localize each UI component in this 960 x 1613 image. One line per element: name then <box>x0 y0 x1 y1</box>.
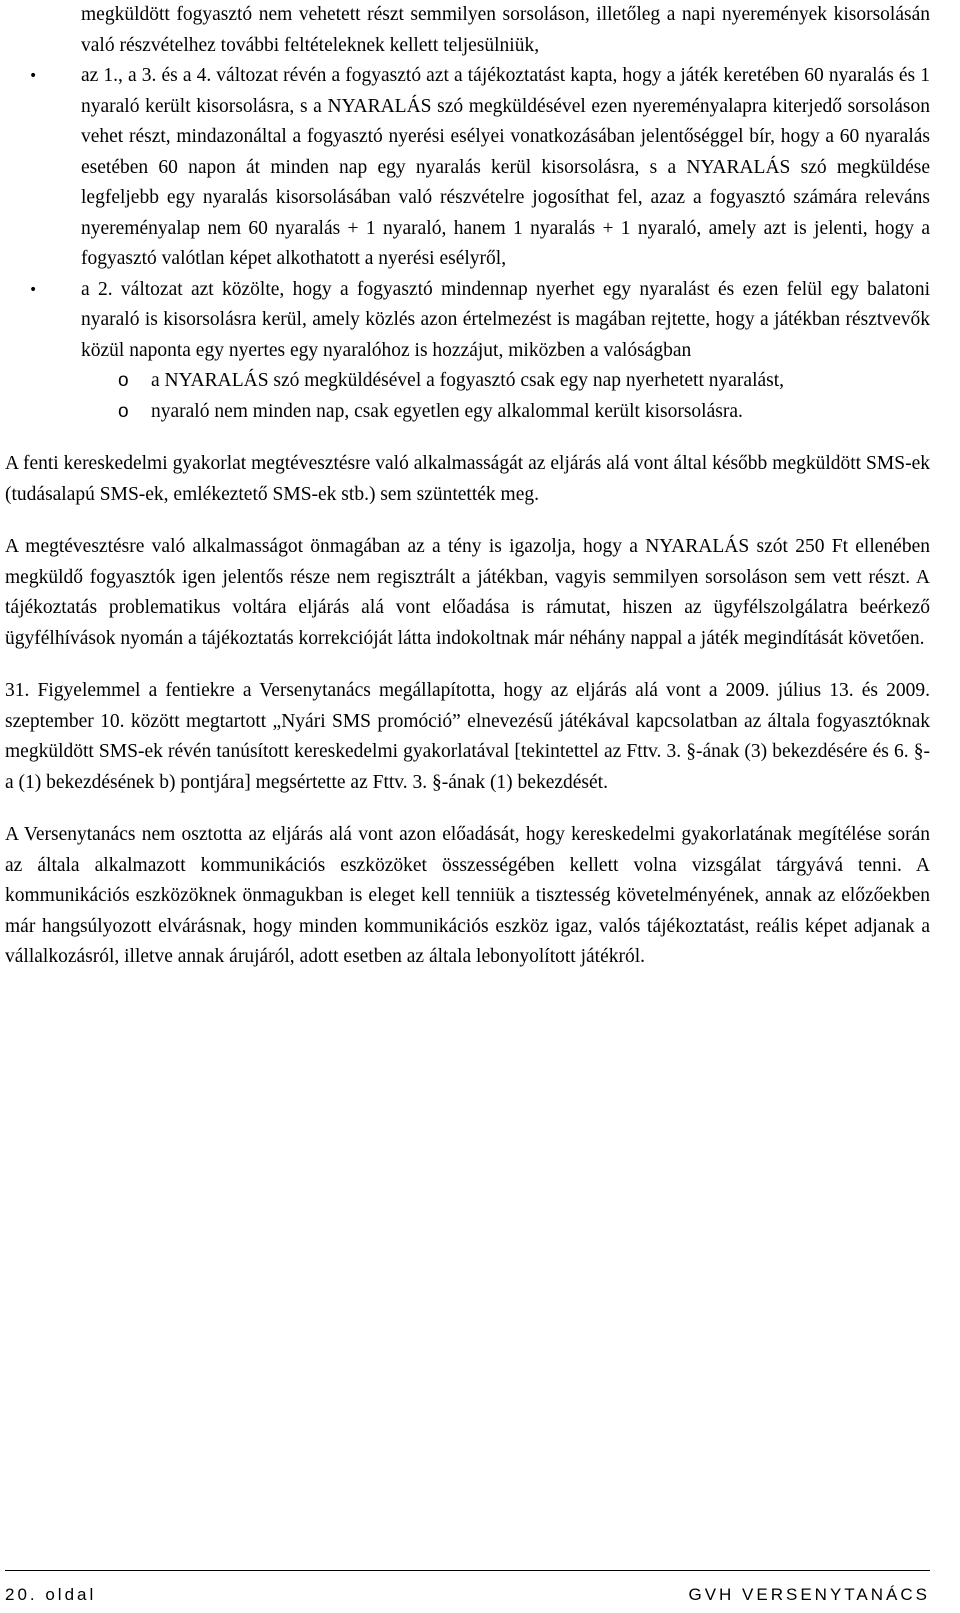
sub-list-item <box>5 366 930 397</box>
bullet-icon: • <box>29 281 38 298</box>
footer-organization: GVH VERSENYTANÁCS <box>688 1585 930 1604</box>
list-item-text: a 2. változat azt közölte, hogy a fogyasztó mindennap nyerhet egy nyaralást és ezen felül egy balatoni nyaraló is kisorsolásra kerül, amely közlés azon értelmezést is magában rejtette, hogy a játékban résztvevők közül naponta egy nyertes egy nyaralóhoz is hozzájut, miközben a valóságban <box>81 278 930 361</box>
bullet-icon: • <box>29 68 38 84</box>
sub-list-item-text: nyaraló nem minden nap, csak egyetlen egy alkalommal került kisorsolásra. <box>151 400 743 422</box>
list-item <box>5 61 930 275</box>
paragraph: A Versenytanács nem osztotta az eljárás alá vont azon előadását, hogy kereskedelmi gyakorlatának megítélése során az általa alkalmazott kommunikációs eszközöket összességében kellett volna vizsgálat tárgyává tenni. A kommunikációs eszközöknek önmagukban is eleget kell tenniük a tisztesség követelményének, annak az előzőekben már hangsúlyozott elvárásnak, hogy minden kommunikációs eszköz igaz, valós tájékoztatást, reális képet adjanak a vállalkozásról, illetve annak árujáról, adott esetben az általa lebonyolított játékról. <box>5 824 930 967</box>
continuation-text: megküldött fogyasztó nem vehetett részt semmilyen sorsoláson, illetőleg a napi nyeremények kisorsolásán való részvételhez további feltételeknek kellett teljesülniük, <box>81 4 930 56</box>
paragraph: A fenti kereskedelmi gyakorlat megtévesztésre való alkalmasságát az eljárás alá vont által később megküldött SMS-ek (tudásalapú SMS-ek, emlékeztető SMS-ek stb.) sem szüntették meg. <box>5 453 930 505</box>
document-body <box>5 0 930 973</box>
paragraph-31: 31. Figyelemmel a fentiekre a Versenytanács megállapította, hogy az eljárás alá vont a 2009. július 13. és 2009. szeptember 10. között megtartott „Nyári SMS promóció” elnevezésű játékával kapcsolatban az általa fogyasztóknak megküldött SMS-ek révén tanúsított kereskedelmi gyakorlatával [tekintettel az Fttv. 3. §-ának (3) bekezdésére és 6. §-a (1) bekezdésének b) pontjára] megsértette az Fttv. 3. §-ának (1) bekezdését. <box>5 680 930 793</box>
list-item-text: az 1., a 3. és a 4. változat révén a fogyasztó azt a tájékoztatást kapta, hogy a játék keretében 60 nyaralás és 1 nyaraló került kisorsolásra, s a NYARALÁS szó megküldésével ezen nyereményalapra kiterjedő sorsoláson vehet részt, mindazonáltal a fogyasztó nyerési esélyei vonatkozásában jelentőséggel bír, hogy a 60 nyaralás esetében 60 napon át minden nap egy nyaralás kerül kisorsolásra, s a NYARALÁS szó megküldése legfeljebb egy nyaralás kisorsolásában való részvételre jogosíthat fel, azaz a fogyasztó számára releváns nyereményalap nem 60 nyaralás + 1 nyaraló, hanem 1 nyaralás + 1 nyaraló, amely azt is jelenti, hogy a fogyasztó valótlan képet alkothatott a nyerési esélyről, <box>81 65 930 269</box>
page-number: 20. oldal <box>5 1585 97 1604</box>
paragraph: A megtévesztésre való alkalmasságot önmagában az a tény is igazolja, hogy a NYARALÁS szót 250 Ft ellenében megküldő fogyasztók igen jelentős része nem regisztrált a játékban, vagyis semmilyen sorsoláson sem vett részt. A tájékoztatás problematikus voltára eljárás alá vont előadása is rámutat, hiszen az ügyfélszolgálatra beérkező ügyfélhívások nyomán a tájékoztatás korrekcióját látta indokoltnak már néhány nappal a játék megindítását követően. <box>5 536 930 649</box>
sub-list-item <box>5 397 930 428</box>
circle-bullet-icon: o <box>118 370 129 391</box>
circle-bullet-icon: o <box>118 400 129 422</box>
list-item <box>5 275 930 367</box>
sub-list-item-text: a NYARALÁS szó megküldésével a fogyasztó csak egy nap nyerhetett nyaralást, <box>151 370 785 391</box>
footer-divider <box>5 1570 930 1571</box>
